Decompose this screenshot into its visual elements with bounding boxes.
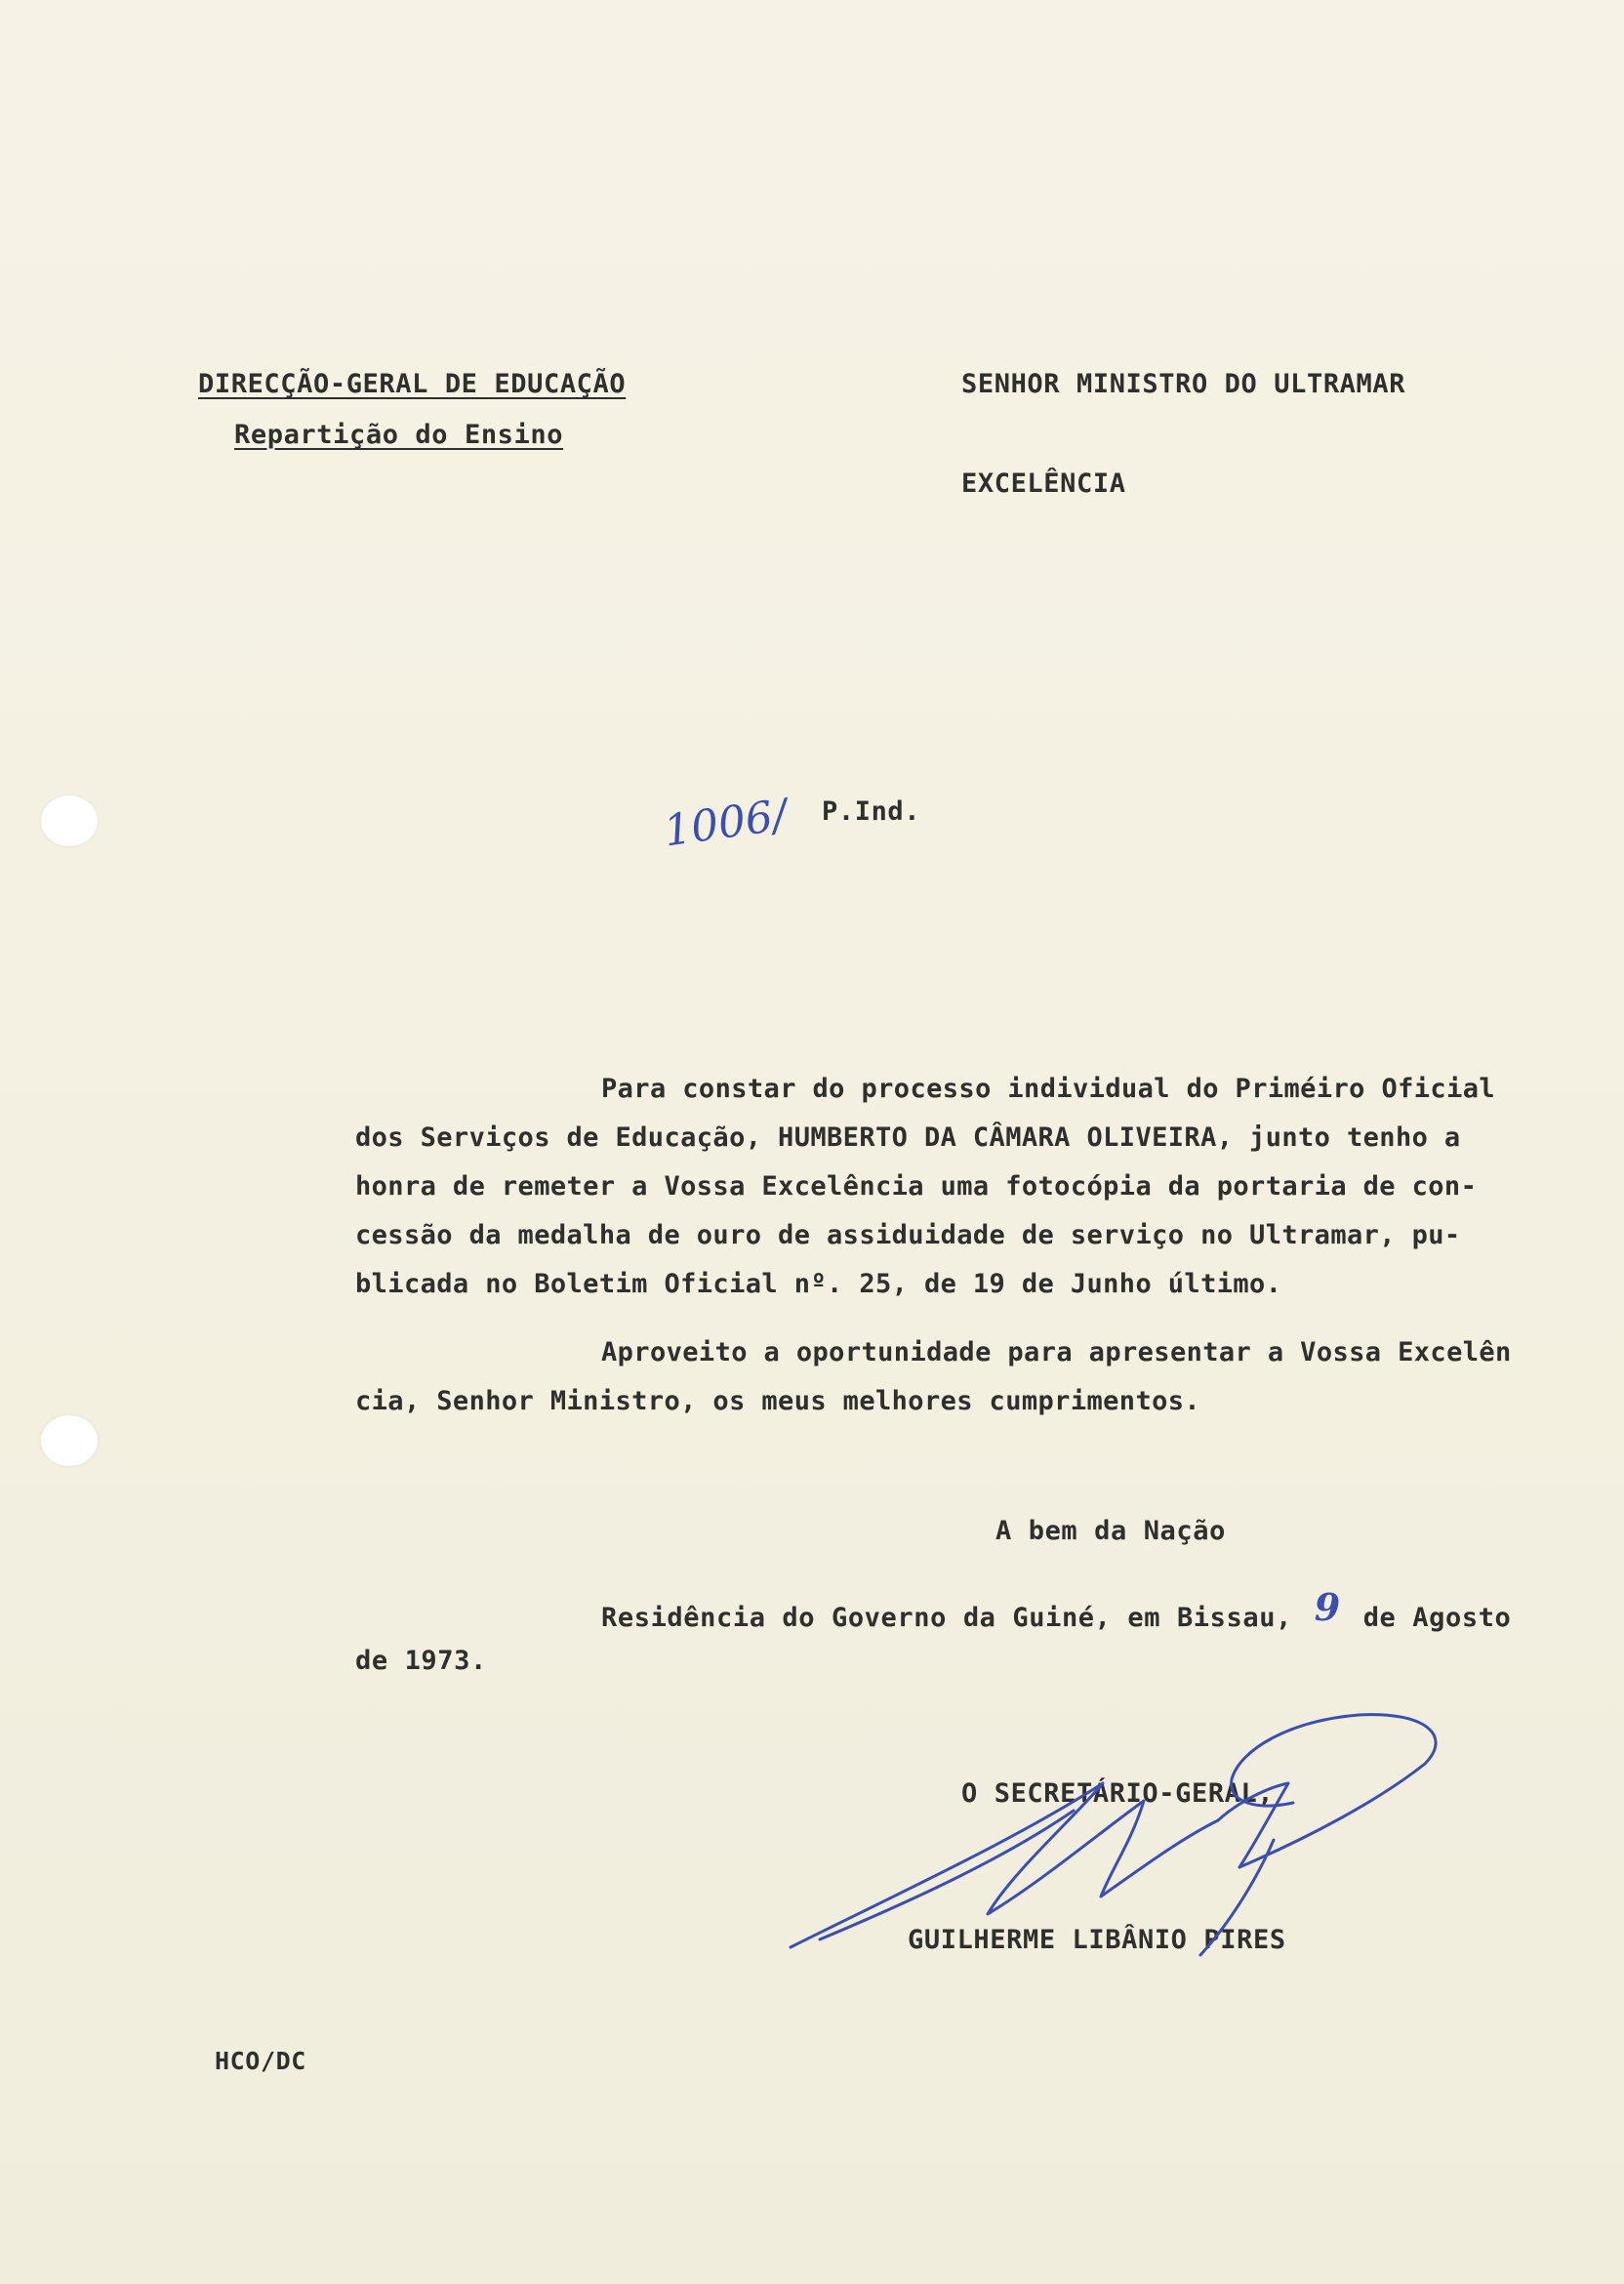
year-line: de 1973. (355, 1646, 487, 1676)
body-line: Para constar do processo individual do Priméiro Oficial (601, 1074, 1496, 1104)
handwritten-day: 9 (1314, 1585, 1341, 1629)
body-line: cessão da medalha de ouro de assiduidade de serviço no Ultramar, pu- (355, 1220, 1461, 1250)
signatory-title: O SECRETÁRIO-GERAL, (961, 1778, 1275, 1809)
place-date-line (601, 1585, 1512, 1635)
section-heading: Repartição do Ensino (234, 420, 564, 450)
addressee: SENHOR MINISTRO DO ULTRAMAR (961, 369, 1406, 399)
punch-hole-top (41, 795, 98, 846)
body-line: blicada no Boletim Oficial nº. 25, de 19 de Junho último. (355, 1269, 1282, 1299)
salutation: EXCELÊNCIA (961, 469, 1126, 499)
place-date-before: Residência do Governo da Guiné, em Bissau, (601, 1603, 1292, 1633)
punch-hole-bottom (41, 1415, 98, 1466)
body-line: Aproveito a oportunidade para apresentar a Vossa Excelên (601, 1337, 1512, 1367)
footer-reference-initials: HCO/DC (215, 2047, 306, 2075)
body-line: honra de remeter a Vossa Excelência uma fotocópia da portaria de con- (355, 1171, 1478, 1202)
handwritten-signature (781, 1693, 1464, 1957)
body-line: cia, Senhor Ministro, os meus melhores cumprimentos. (355, 1386, 1201, 1416)
handwritten-reference-number: 1006/ (661, 790, 791, 857)
closing-motto: A bem da Nação (995, 1516, 1226, 1546)
department-heading: DIRECÇÃO-GERAL DE EDUCAÇÃO (198, 369, 627, 399)
signatory-name: GUILHERME LIBÂNIO PIRES (908, 1925, 1286, 1955)
reference-suffix: P.Ind. (822, 796, 921, 827)
place-date-after: de Agosto (1362, 1603, 1512, 1633)
body-line: dos Serviços de Educação, HUMBERTO DA CÂMARA OLIVEIRA, junto tenho a (355, 1122, 1461, 1153)
